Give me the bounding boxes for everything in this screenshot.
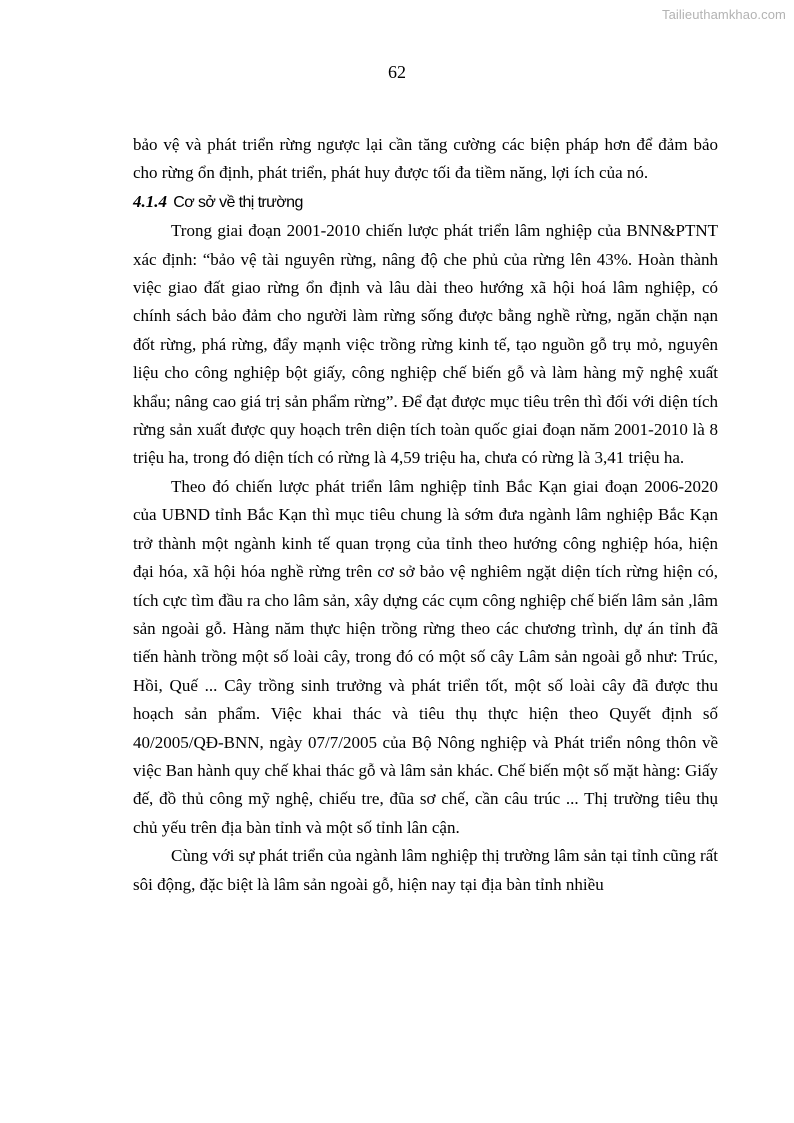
page-body [133,131,718,899]
paragraph-forest-products-market: Cùng với sự phát triển của ngành lâm nghiệp thị trường lâm sản tại tỉnh cũng rất sôi động, đặc biệt là lâm sản ngoài gỗ, hiện nay tại địa bàn tỉnh nhiều [133,846,718,894]
page-number: 62 [388,62,406,82]
paragraph-continuation: bảo vệ và phát triển rừng ngược lại cần tăng cường các biện pháp hơn để đảm bảo cho rừng ổn định, phát triển, phát huy được tối đa tiềm năng, lợi ích của nó. [133,135,718,183]
paragraph-bac-kan-strategy: Theo đó chiến lược phát triển lâm nghiệp tỉnh Bắc Kạn giai đoạn 2006-2020 của UBND tỉnh Bắc Kạn thì mục tiêu chung là sớm đưa ngành lâm nghiệp Bắc Kạn trở thành một ngành kinh tế quan trọng của tỉnh theo hướng công nghiệp hóa, hiện đại hóa, xã hội hóa nghề rừng trên cơ sở bảo vệ nghiêm ngặt diện tích rừng hiện có, tích cực tìm đầu ra cho lâm sản, xây dựng các cụm công nghiệp chế biến lâm sản ,lâm sản ngoài gỗ. Hàng năm thực hiện trồng rừng theo các chương trình, dự án tỉnh đã tiến hành trồng một số loài cây, trong đó có một số cây Lâm sản ngoài gỗ như: Trúc, Hồi, Quế ... Cây trồng sinh trưởng và phát triển tốt, một số loài cây đã được thu hoạch sản phẩm. Việc khai thác và tiêu thụ thực hiện theo Quyết định số 40/2005/QĐ-BNN, ngày 07/7/2005 của Bộ Nông nghiệp và Phát triển nông thôn về việc Ban hành quy chế khai thác gỗ và lâm sản khác. Chế biến một số mặt hàng: Giấy đế, đồ thủ công mỹ nghệ, chiếu tre, đũa sơ chế, cần câu trúc ... Thị trường tiêu thụ chủ yếu trên địa bàn tỉnh và một số tỉnh lân cận. [133,476,718,837]
section-title: Cơ sở về thị trường [173,193,303,211]
watermark: Tailieuthamkhao.com [661,7,786,22]
section-number: 4.1.4 [133,191,167,211]
section-heading [133,188,718,217]
paragraph-strategy-2001-2010: Trong giai đoạn 2001-2010 chiến lược phát triển lâm nghiệp của BNN&PTNT xác định: “bảo vệ tài nguyên rừng, nâng độ che phủ của rừng lên 43%. Hoàn thành việc giao đất giao rừng ổn định và lâu dài theo hướng xã hội hoá lâm nghiệp, có chính sách bảo đảm cho người làm rừng sống được bằng nghề rừng, ngăn chặn nạn đốt rừng, phá rừng, đẩy mạnh việc trồng rừng kinh tế, tạo nguồn gỗ trụ mỏ, nguyên liệu cho công nghiệp bột giấy, công nghiệp chế biến gỗ và làm hàng mỹ nghệ xuất khẩu; nâng cao giá trị sản phẩm rừng”. Để đạt được mục tiêu trên thì đối với diện tích rừng sản xuất được quy hoạch trên diện tích toàn quốc giai đoạn năm 2001-2010 là 8 triệu ha, trong đó diện tích có rừng là 4,59 triệu ha, chưa có rừng là 3,41 triệu ha. [133,221,718,468]
